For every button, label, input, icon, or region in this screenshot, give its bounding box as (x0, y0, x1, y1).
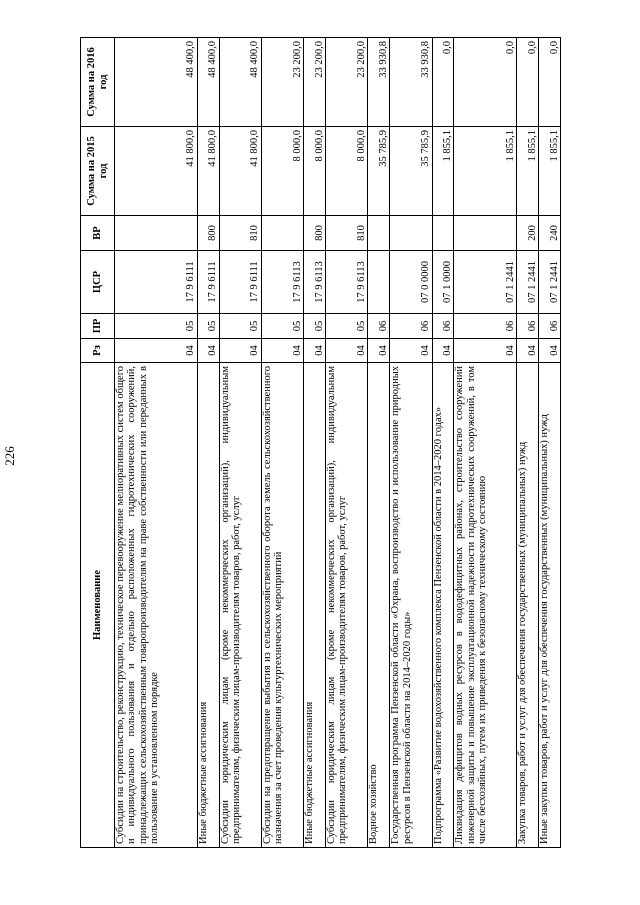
header-pr: ПР (81, 314, 115, 339)
row-vr (432, 216, 454, 251)
row-vr: 200 (516, 216, 538, 251)
row-name: Ликвидация дефицитов водных ресурсов в вододефицитных районах, строительство сооружений инженерной защиты и повышение эксплуатационной надежности гидротехнических сооружений, в том числе бесхозяйных, путем их приведения к безопасному техническому состоянию (454, 363, 516, 848)
row-name: Иные бюджетные ассигнования (197, 363, 219, 848)
row-rz: 04 (261, 339, 303, 363)
row-csr: 17 9 6113 (261, 251, 303, 314)
row-pr: 05 (304, 314, 326, 339)
row-name: Государственная программа Пензенской области «Охрана, воспроизводство и использование природных ресурсов в Пензенской области на 2014–2020 годы» (390, 363, 432, 848)
budget-table-container (80, 38, 561, 848)
row-csr: 07 0 0000 (390, 251, 432, 314)
header-sum-2015: Сумма на 2015 год (81, 127, 115, 216)
table-row (516, 38, 538, 848)
row-sum-2016: 33 930,8 (368, 38, 390, 127)
row-vr (454, 216, 516, 251)
row-vr: 810 (326, 216, 368, 251)
row-csr: 07 1 2441 (454, 251, 516, 314)
table-row (538, 38, 560, 848)
row-sum-2015: 35 785,9 (368, 127, 390, 216)
row-rz: 04 (326, 339, 368, 363)
row-sum-2015: 41 800,0 (219, 127, 261, 216)
table-row (219, 38, 261, 848)
row-sum-2016: 0,0 (516, 38, 538, 127)
row-name: Иные бюджетные ассигнования (304, 363, 326, 848)
row-vr (261, 216, 303, 251)
row-csr (368, 251, 390, 314)
header-csr: ЦСР (81, 251, 115, 314)
row-rz: 04 (390, 339, 432, 363)
row-name: Субсидии на предотвращение выбытия из сельскохозяйственного оборота земель сельскохозяйственного назначения за счет проведения культуртехнических мероприятий (261, 363, 303, 848)
row-sum-2016: 48 400,0 (219, 38, 261, 127)
row-sum-2015: 8 000,0 (261, 127, 303, 216)
row-rz: 04 (304, 339, 326, 363)
budget-table (80, 37, 561, 848)
row-vr: 800 (304, 216, 326, 251)
row-rz: 04 (432, 339, 454, 363)
row-csr: 17 9 6111 (219, 251, 261, 314)
row-rz: 04 (368, 339, 390, 363)
row-name: Водное хозяйство (368, 363, 390, 848)
row-rz: 04 (219, 339, 261, 363)
row-pr: 06 (516, 314, 538, 339)
row-sum-2016: 23 200,0 (304, 38, 326, 127)
row-sum-2015: 1 855,1 (432, 127, 454, 216)
table-header-row (81, 38, 115, 848)
row-name: Подпрограмма «Развитие водохозяйственного комплекса Пензенской области в 2014–2020 годах» (432, 363, 454, 848)
row-rz: 04 (115, 339, 198, 363)
row-csr: 17 9 6113 (326, 251, 368, 314)
table-row (197, 38, 219, 848)
row-sum-2016: 0,0 (454, 38, 516, 127)
table-row (115, 38, 198, 848)
row-vr: 800 (197, 216, 219, 251)
row-csr: 17 9 6111 (115, 251, 198, 314)
row-pr: 06 (390, 314, 432, 339)
row-pr: 06 (432, 314, 454, 339)
row-sum-2015: 1 855,1 (538, 127, 560, 216)
row-rz: 04 (516, 339, 538, 363)
row-sum-2015: 41 800,0 (197, 127, 219, 216)
row-name: Субсидии на строительство, реконструкцию, техническое перевооружение мелиоративных систем общего и индивидуального пользования и отдельно расположенных гидротехнических сооружений, принадлежащих сельскохозяйственным товаропроизводителям на праве собственности или переданных в пользование в установленном порядке (115, 363, 198, 848)
header-name: Наименование (81, 363, 115, 848)
row-sum-2016: 48 400,0 (115, 38, 198, 127)
row-rz: 04 (197, 339, 219, 363)
table-row (432, 38, 454, 848)
row-sum-2016: 0,0 (432, 38, 454, 127)
row-sum-2015: 8 000,0 (304, 127, 326, 216)
row-rz: 04 (538, 339, 560, 363)
row-pr: 05 (219, 314, 261, 339)
row-pr: 06 (368, 314, 390, 339)
table-row (326, 38, 368, 848)
row-sum-2016: 48 400,0 (197, 38, 219, 127)
row-csr: 17 9 6113 (304, 251, 326, 314)
row-sum-2016: 23 200,0 (261, 38, 303, 127)
row-sum-2016: 23 200,0 (326, 38, 368, 127)
row-vr (368, 216, 390, 251)
row-name: Иные закупки товаров, работ и услуг для обеспечения государственных (муниципальных) нужд (538, 363, 560, 848)
row-pr: 05 (115, 314, 198, 339)
header-rz: Рз (81, 339, 115, 363)
row-sum-2016: 33 930,8 (390, 38, 432, 127)
row-pr: 06 (454, 314, 516, 339)
row-csr: 07 1 0000 (432, 251, 454, 314)
row-csr: 07 1 2441 (538, 251, 560, 314)
row-pr: 06 (538, 314, 560, 339)
row-pr: 05 (261, 314, 303, 339)
row-sum-2016: 0,0 (538, 38, 560, 127)
row-vr: 810 (219, 216, 261, 251)
row-name: Субсидии юридическим лицам (кроме некоммерческих организаций), индивидуальным предпринимателям, физическим лицам-производителям товаров, работ, услуг (326, 363, 368, 848)
row-csr: 17 9 6111 (197, 251, 219, 314)
row-sum-2015: 41 800,0 (115, 127, 198, 216)
page-number: 226 (2, 446, 17, 466)
header-vr: ВР (81, 216, 115, 251)
row-name: Субсидии юридическим лицам (кроме некоммерческих организаций), индивидуальным предпринимателям, физическим лицам-производителям товаров, работ, услуг (219, 363, 261, 848)
table-row (261, 38, 303, 848)
row-sum-2015: 1 855,1 (516, 127, 538, 216)
table-row (368, 38, 390, 848)
row-pr: 05 (326, 314, 368, 339)
row-vr: 240 (538, 216, 560, 251)
table-row (304, 38, 326, 848)
row-name: Закупка товаров, работ и услуг для обеспечения государственных (муниципальных) нужд (516, 363, 538, 848)
table-row (390, 38, 432, 848)
row-csr: 07 1 2441 (516, 251, 538, 314)
table-row (454, 38, 516, 848)
row-pr: 05 (197, 314, 219, 339)
row-vr (115, 216, 198, 251)
row-sum-2015: 1 855,1 (454, 127, 516, 216)
header-sum-2016: Сумма на 2016 год (81, 38, 115, 127)
row-rz: 04 (454, 339, 516, 363)
row-sum-2015: 35 785,9 (390, 127, 432, 216)
row-vr (390, 216, 432, 251)
row-sum-2015: 8 000,0 (326, 127, 368, 216)
